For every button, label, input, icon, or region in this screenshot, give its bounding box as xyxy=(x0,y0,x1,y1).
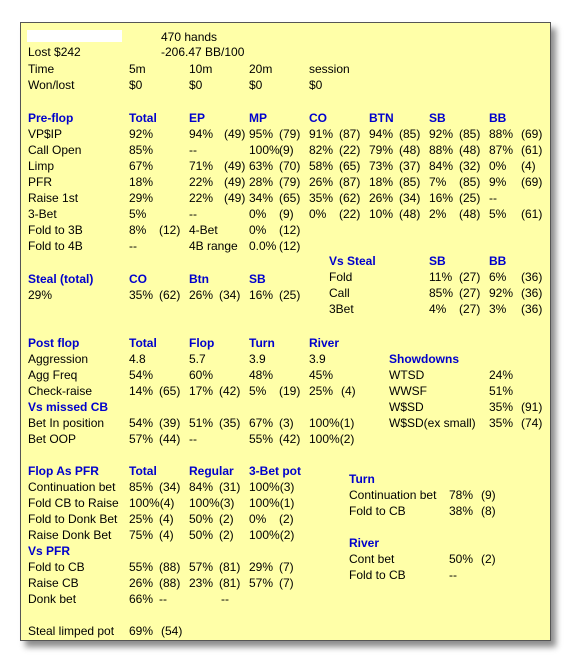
vs-pfr-cell: (88) xyxy=(159,576,181,590)
river-value: -- xyxy=(449,568,457,582)
steal-limped-pot-label: Steal limped pot xyxy=(28,624,115,638)
preflop-cell: 26% xyxy=(309,175,334,189)
vs-steal-cell: 6% xyxy=(489,270,507,284)
postflop-cell: (65) xyxy=(159,384,181,398)
preflop-cell: 5% xyxy=(129,207,147,221)
flop-pfr-col-total: Total xyxy=(129,464,157,478)
preflop-cell: 58% xyxy=(309,159,334,173)
vs-steal-cell: (27) xyxy=(459,286,481,300)
vs-pfr-cell: 26% xyxy=(129,576,154,590)
flop-pfr-cell: 85% xyxy=(129,480,154,494)
flop-pfr-cell: (2) xyxy=(219,528,234,542)
preflop-row-label: Limp xyxy=(28,159,55,173)
flop-pfr-cell: 100%(3) xyxy=(249,480,295,494)
showdown-row-label: WTSD xyxy=(389,368,425,382)
preflop-cell: 22% xyxy=(189,191,214,205)
vs-steal-col-bb: BB xyxy=(489,254,507,268)
postflop-cell: (19) xyxy=(279,384,301,398)
missed-cb-cell: 54% xyxy=(129,416,154,430)
preflop-col-3: CO xyxy=(309,111,327,125)
preflop-cell: 73% xyxy=(369,159,394,173)
flop-pfr-cell: 84% xyxy=(189,480,214,494)
four-bet-count: (12) xyxy=(279,223,301,237)
flop-pfr-cell: 50% xyxy=(189,512,214,526)
vs-pfr-cell: 57% xyxy=(249,576,274,590)
missed-cb-cell: (42) xyxy=(279,432,301,446)
vs-pfr-row-label: Donk bet xyxy=(28,592,77,606)
showdown-row-label: W$SD xyxy=(389,400,424,414)
vs-steal-cell: 85% xyxy=(429,286,454,300)
preflop-cell: (37) xyxy=(399,159,421,173)
preflop-cell: 84% xyxy=(429,159,454,173)
steal-cell: (62) xyxy=(159,288,181,302)
vs-steal-row-label: Call xyxy=(329,286,350,300)
vs-steal-col-sb: SB xyxy=(429,254,446,268)
preflop-cell: 35% xyxy=(309,191,334,205)
preflop-col-1: EP xyxy=(189,111,206,125)
steal-cell: 16% xyxy=(249,288,274,302)
vs-missed-cb-title: Vs missed CB xyxy=(28,400,109,414)
postflop-row-label: Aggression xyxy=(28,352,89,366)
postflop-cell: (42) xyxy=(219,384,241,398)
showdown-row-label: WWSF xyxy=(389,384,427,398)
vs-pfr-row-label: Fold to CB xyxy=(28,560,85,574)
preflop-cell: (85) xyxy=(399,175,421,189)
showdown-value: 24% xyxy=(489,368,514,382)
postflop-cell: (4) xyxy=(341,384,356,398)
flop-pfr-cell: 100%(2) xyxy=(249,528,295,542)
showdown-count: (91) xyxy=(521,400,543,414)
flop-pfr-cell: 50% xyxy=(189,528,214,542)
player-name-field xyxy=(27,30,122,42)
lost-amount: Lost $242 xyxy=(28,45,81,59)
preflop-col-0: Total xyxy=(129,111,157,125)
vs-steal-row-label: Fold xyxy=(329,270,353,284)
time-label: Time xyxy=(28,62,55,76)
preflop-title: Pre-flop xyxy=(28,111,74,125)
steal-total-value: 29% xyxy=(28,288,53,302)
preflop-cell: 67% xyxy=(129,159,154,173)
flop-pfr-row-label: Raise Donk Bet xyxy=(28,528,112,542)
steal-cell: (25) xyxy=(279,288,301,302)
vs-pfr-cell: -- xyxy=(221,592,229,606)
vs-pfr-title: Vs PFR xyxy=(28,544,71,558)
preflop-cell: (79) xyxy=(279,127,301,141)
bb-per-100: -206.47 BB/100 xyxy=(161,45,245,59)
vs-steal-cell: (27) xyxy=(459,270,481,284)
preflop-cell: 0% xyxy=(309,207,327,221)
missed-cb-cell: (3) xyxy=(279,416,294,430)
missed-cb-row-label: Bet In position xyxy=(28,416,105,430)
steal-limped-pot-count: (54) xyxy=(161,624,183,638)
hands-count: 470 hands xyxy=(161,30,218,44)
preflop-cell: 10% xyxy=(369,207,394,221)
vs-pfr-cell: 57% xyxy=(189,560,214,574)
four-bet-range-value: 0.0% xyxy=(249,239,277,253)
preflop-cell: (48) xyxy=(459,207,481,221)
vs-steal-cell: 92% xyxy=(489,286,514,300)
flop-pfr-cell: 25% xyxy=(129,512,154,526)
river-value: 50% xyxy=(449,552,474,566)
flop-as-pfr-title: Flop As PFR xyxy=(28,464,99,478)
preflop-cell: (85) xyxy=(399,127,421,141)
river-row-label: Fold to CB xyxy=(349,568,406,582)
showdown-value: 51% xyxy=(489,384,514,398)
flop-pfr-cell: (4) xyxy=(159,512,174,526)
preflop-cell: (65) xyxy=(279,191,301,205)
preflop-cell: (22) xyxy=(339,143,361,157)
postflop-col-0: Total xyxy=(129,336,157,350)
missed-cb-cell: 67% xyxy=(249,416,274,430)
preflop-cell: 71% xyxy=(189,159,214,173)
preflop-cell: (49) xyxy=(224,127,246,141)
missed-cb-cell: 100%(1) xyxy=(309,416,355,430)
missed-cb-cell: 55% xyxy=(249,432,274,446)
preflop-row-label: Raise 1st xyxy=(28,191,79,205)
showdown-row-label: W$SD(ex small) xyxy=(389,416,476,430)
turn-title: Turn xyxy=(349,472,375,486)
showdown-value: 35% xyxy=(489,416,514,430)
time-col-2: 20m xyxy=(249,62,273,76)
preflop-cell: (69) xyxy=(521,175,543,189)
postflop-col-3: River xyxy=(309,336,340,350)
flop-pfr-col-regular: Regular xyxy=(189,464,234,478)
river-row-label: Cont bet xyxy=(349,552,395,566)
hud-stats-panel xyxy=(20,22,551,641)
preflop-cell: (49) xyxy=(224,175,246,189)
flop-pfr-row-label: Continuation bet xyxy=(28,480,116,494)
time-col-3: session xyxy=(309,62,350,76)
preflop-cell: (61) xyxy=(521,143,543,157)
preflop-cell: 88% xyxy=(489,127,514,141)
steal-cell: (34) xyxy=(219,288,241,302)
preflop-cell: (61) xyxy=(521,207,543,221)
time-col-0: 5m xyxy=(129,62,146,76)
preflop-cell: 7% xyxy=(429,175,447,189)
preflop-cell: (49) xyxy=(224,191,246,205)
vs-pfr-cell: (88) xyxy=(159,560,181,574)
preflop-cell: 18% xyxy=(129,175,154,189)
preflop-cell: (62) xyxy=(339,191,361,205)
postflop-cell: 17% xyxy=(189,384,214,398)
vs-pfr-row-label: Raise CB xyxy=(28,576,79,590)
time-col-1: 10m xyxy=(189,62,213,76)
preflop-col-2: MP xyxy=(249,111,267,125)
four-bet-value: 0% xyxy=(249,223,267,237)
won-lost-value-2: $0 xyxy=(249,78,263,92)
postflop-title: Post flop xyxy=(28,336,80,350)
flop-pfr-cell: (2) xyxy=(279,512,294,526)
missed-cb-cell: 51% xyxy=(189,416,214,430)
preflop-cell: 79% xyxy=(369,143,394,157)
missed-cb-cell: 100%(2) xyxy=(309,432,355,446)
preflop-cell: 82% xyxy=(309,143,334,157)
postflop-col-2: Turn xyxy=(249,336,275,350)
vs-steal-cell: (27) xyxy=(459,302,481,316)
postflop-cell: 5% xyxy=(249,384,267,398)
preflop-col-6: BB xyxy=(489,111,507,125)
turn-count: (8) xyxy=(481,504,496,518)
preflop-row-label: VP$IP xyxy=(28,127,63,141)
preflop-cell: (87) xyxy=(339,175,361,189)
preflop-cell: 100% xyxy=(249,143,280,157)
missed-cb-cell: 57% xyxy=(129,432,154,446)
postflop-cell: 3.9 xyxy=(249,352,266,366)
preflop-cell: 34% xyxy=(249,191,274,205)
turn-value: 78% xyxy=(449,488,474,502)
preflop-cell: (25) xyxy=(459,191,481,205)
showdown-count: (74) xyxy=(521,416,543,430)
postflop-cell: 3.9 xyxy=(309,352,326,366)
vs-steal-cell: 4% xyxy=(429,302,447,316)
preflop-cell: (9) xyxy=(279,207,294,221)
steal-cell: 26% xyxy=(189,288,214,302)
river-title: River xyxy=(349,536,380,550)
flop-pfr-cell: (4) xyxy=(159,528,174,542)
fold-to-3b-label: Fold to 3B xyxy=(28,223,83,237)
preflop-cell: 85% xyxy=(129,143,154,157)
postflop-cell: 5.7 xyxy=(189,352,206,366)
preflop-cell: 18% xyxy=(369,175,394,189)
preflop-cell: -- xyxy=(489,191,497,205)
vs-steal-cell: 11% xyxy=(429,270,453,284)
preflop-cell: (48) xyxy=(459,143,481,157)
vs-pfr-cell: 66% xyxy=(129,592,154,606)
postflop-cell: 60% xyxy=(189,368,214,382)
turn-count: (9) xyxy=(481,488,496,502)
preflop-cell: (34) xyxy=(399,191,421,205)
preflop-cell: 88% xyxy=(429,143,454,157)
turn-value: 38% xyxy=(449,504,474,518)
flop-pfr-cell: 100%(4) xyxy=(129,496,175,510)
preflop-cell: 22% xyxy=(189,175,214,189)
river-count: (2) xyxy=(481,552,496,566)
showdown-value: 35% xyxy=(489,400,514,414)
flop-pfr-cell: 100%(3) xyxy=(189,496,235,510)
preflop-cell: (48) xyxy=(399,143,421,157)
preflop-row-label: 3-Bet xyxy=(28,207,57,221)
fold-to-3b-count: (12) xyxy=(159,223,181,237)
steal-col-sb: SB xyxy=(249,272,266,286)
preflop-cell: -- xyxy=(189,207,197,221)
flop-pfr-cell: 75% xyxy=(129,528,154,542)
vs-pfr-cell: -- xyxy=(159,592,167,606)
preflop-cell: (87) xyxy=(339,127,361,141)
won-lost-value-3: $0 xyxy=(309,78,323,92)
preflop-cell: 2% xyxy=(429,207,447,221)
flop-pfr-cell: (31) xyxy=(219,480,241,494)
vs-pfr-cell: 29% xyxy=(249,560,274,574)
vs-steal-cell: 3% xyxy=(489,302,507,316)
preflop-row-label: Call Open xyxy=(28,143,82,157)
steal-cell: 35% xyxy=(129,288,154,302)
preflop-cell: (85) xyxy=(459,175,481,189)
missed-cb-cell: (39) xyxy=(159,416,181,430)
vs-steal-cell: (36) xyxy=(521,270,543,284)
preflop-col-4: BTN xyxy=(369,111,394,125)
preflop-cell: (70) xyxy=(279,159,301,173)
turn-row-label: Fold to CB xyxy=(349,504,406,518)
preflop-cell: 5% xyxy=(489,207,507,221)
preflop-cell: 9% xyxy=(489,175,507,189)
preflop-cell: 28% xyxy=(249,175,274,189)
turn-row-label: Continuation bet xyxy=(349,488,437,502)
preflop-cell: 92% xyxy=(129,127,154,141)
steal-col-btn: Btn xyxy=(189,272,209,286)
vs-pfr-cell: (81) xyxy=(219,560,241,574)
preflop-cell: 26% xyxy=(369,191,394,205)
preflop-cell: 87% xyxy=(489,143,514,157)
preflop-cell: (9) xyxy=(279,143,294,157)
vs-steal-row-label: 3Bet xyxy=(329,302,354,316)
preflop-cell: 29% xyxy=(129,191,154,205)
vs-pfr-cell: (81) xyxy=(219,576,241,590)
missed-cb-cell: -- xyxy=(189,432,197,446)
postflop-cell: 14% xyxy=(129,384,154,398)
preflop-cell: 94% xyxy=(369,127,394,141)
missed-cb-cell: (44) xyxy=(159,432,181,446)
preflop-cell: (65) xyxy=(339,159,361,173)
fold-to-3b-total: 8% xyxy=(129,223,147,237)
steal-col-co: CO xyxy=(129,272,147,286)
preflop-cell: (79) xyxy=(279,175,301,189)
postflop-cell: 25% xyxy=(309,384,334,398)
preflop-cell: (69) xyxy=(521,127,543,141)
vs-pfr-cell: 55% xyxy=(129,560,154,574)
won-lost-value-0: $0 xyxy=(129,78,143,92)
fold-to-4b-label: Fold to 4B xyxy=(28,239,83,253)
postflop-cell: 45% xyxy=(309,368,334,382)
vs-pfr-cell: (7) xyxy=(279,560,294,574)
four-bet-range-count: (12) xyxy=(279,239,301,253)
postflop-row-label: Check-raise xyxy=(28,384,93,398)
flop-pfr-row-label: Fold to Donk Bet xyxy=(28,512,118,526)
preflop-cell: 63% xyxy=(249,159,274,173)
vs-steal-title: Vs Steal xyxy=(329,254,376,268)
flop-pfr-col-3bet: 3-Bet pot xyxy=(249,464,301,478)
preflop-cell: (4) xyxy=(521,159,536,173)
flop-pfr-row-label: Fold CB to Raise xyxy=(28,496,119,510)
postflop-row-label: Agg Freq xyxy=(28,368,78,382)
preflop-cell: 95% xyxy=(249,127,274,141)
flop-pfr-cell: (2) xyxy=(219,512,234,526)
postflop-cell: 54% xyxy=(129,368,154,382)
preflop-cell: 0% xyxy=(489,159,507,173)
preflop-cell: (49) xyxy=(224,159,246,173)
vs-steal-cell: (36) xyxy=(521,302,543,316)
preflop-cell: 16% xyxy=(429,191,454,205)
postflop-cell: 48% xyxy=(249,368,274,382)
preflop-cell: 94% xyxy=(189,127,214,141)
preflop-cell: (22) xyxy=(339,207,361,221)
fold-to-4b-total: -- xyxy=(129,239,137,253)
preflop-cell: 91% xyxy=(309,127,334,141)
missed-cb-row-label: Bet OOP xyxy=(28,432,77,446)
preflop-cell: -- xyxy=(189,143,197,157)
flop-pfr-cell: 100%(1) xyxy=(249,496,295,510)
steal-total-title: Steal (total) xyxy=(28,272,94,286)
preflop-row-label: PFR xyxy=(28,175,52,189)
flop-pfr-cell: 0% xyxy=(249,512,267,526)
preflop-cell: (32) xyxy=(459,159,481,173)
steal-limped-pot-value: 69% xyxy=(129,624,154,638)
vs-pfr-cell: (7) xyxy=(279,576,294,590)
showdowns-title: Showdowns xyxy=(389,352,459,366)
won-lost-label: Won/lost xyxy=(28,78,75,92)
missed-cb-cell: (35) xyxy=(219,416,241,430)
flop-pfr-cell: (34) xyxy=(159,480,181,494)
vs-steal-cell: (36) xyxy=(521,286,543,300)
preflop-cell: 0% xyxy=(249,207,267,221)
preflop-cell: (85) xyxy=(459,127,481,141)
preflop-cell: 92% xyxy=(429,127,454,141)
postflop-col-1: Flop xyxy=(189,336,215,350)
four-bet-label: 4-Bet xyxy=(189,223,218,237)
preflop-col-5: SB xyxy=(429,111,446,125)
preflop-cell: (48) xyxy=(399,207,421,221)
postflop-cell: 4.8 xyxy=(129,352,146,366)
four-bet-range-label: 4B range xyxy=(189,239,238,253)
vs-pfr-cell: 23% xyxy=(189,576,214,590)
won-lost-value-1: $0 xyxy=(189,78,203,92)
